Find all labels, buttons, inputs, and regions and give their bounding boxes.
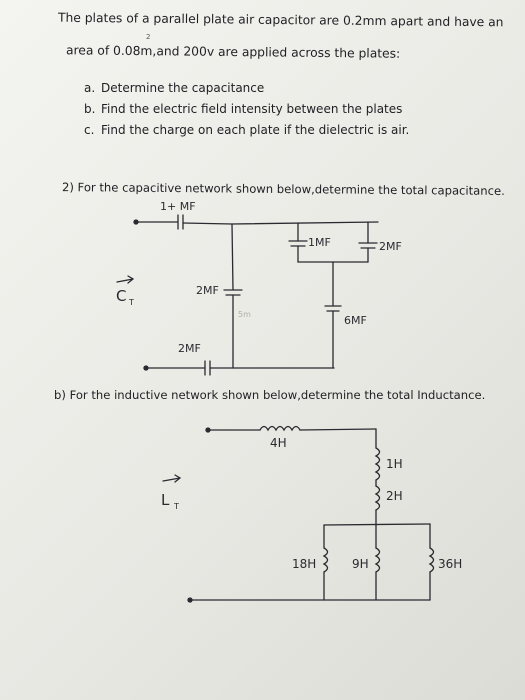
area-superscript: 2 [146, 33, 151, 41]
problemb-heading: b) For the inductive network shown below,determine the total Inductance. [54, 388, 486, 402]
ind-2h-label: 2H [386, 489, 403, 503]
item-c-text: Find the charge on each plate if the dielectric is air. [101, 123, 410, 137]
cap-total-sub: T [129, 298, 134, 307]
cap-1mf-label: 1MF [308, 236, 331, 249]
problem1-line1: The plates of a parallel plate air capacitor are 0.2mm apart and have an [57, 10, 504, 30]
ind-36h-label: 36H [438, 557, 463, 571]
capacitive-network-wires [117, 215, 378, 375]
cap-6mf-label: 6MF [344, 314, 367, 327]
ind-9h-label: 9H [352, 557, 369, 571]
problem1-line2: area of 0.08m,and 200v are applied across the plates: [65, 43, 401, 61]
cap-top-label: 1+ MF [160, 200, 196, 213]
item-c-label: c. [84, 123, 95, 137]
cap-total-label: C [116, 287, 127, 305]
inductive-network-wires [163, 427, 434, 603]
ind-total-sub: T [174, 502, 179, 511]
ind-18h-label: 18H [292, 557, 317, 571]
item-a-label: a. [84, 81, 96, 95]
ind-top-label: 4H [270, 436, 287, 450]
cap-left-label: 2MF [196, 284, 219, 297]
item-a-text: Determine the capacitance [101, 81, 265, 95]
cap-2mf-label: 2MF [379, 240, 402, 253]
faint-pencil-note: 5m [238, 310, 251, 319]
item-b-text: Find the electric field intensity between the plates [101, 102, 403, 116]
item-b-label: b. [84, 102, 96, 116]
problem2-heading: 2) For the capacitive network shown below,determine the total capacitance. [61, 180, 505, 198]
ind-total-label: L [161, 491, 170, 509]
ind-1h-label: 1H [386, 457, 403, 471]
cap-bottom-label: 2MF [178, 342, 201, 355]
